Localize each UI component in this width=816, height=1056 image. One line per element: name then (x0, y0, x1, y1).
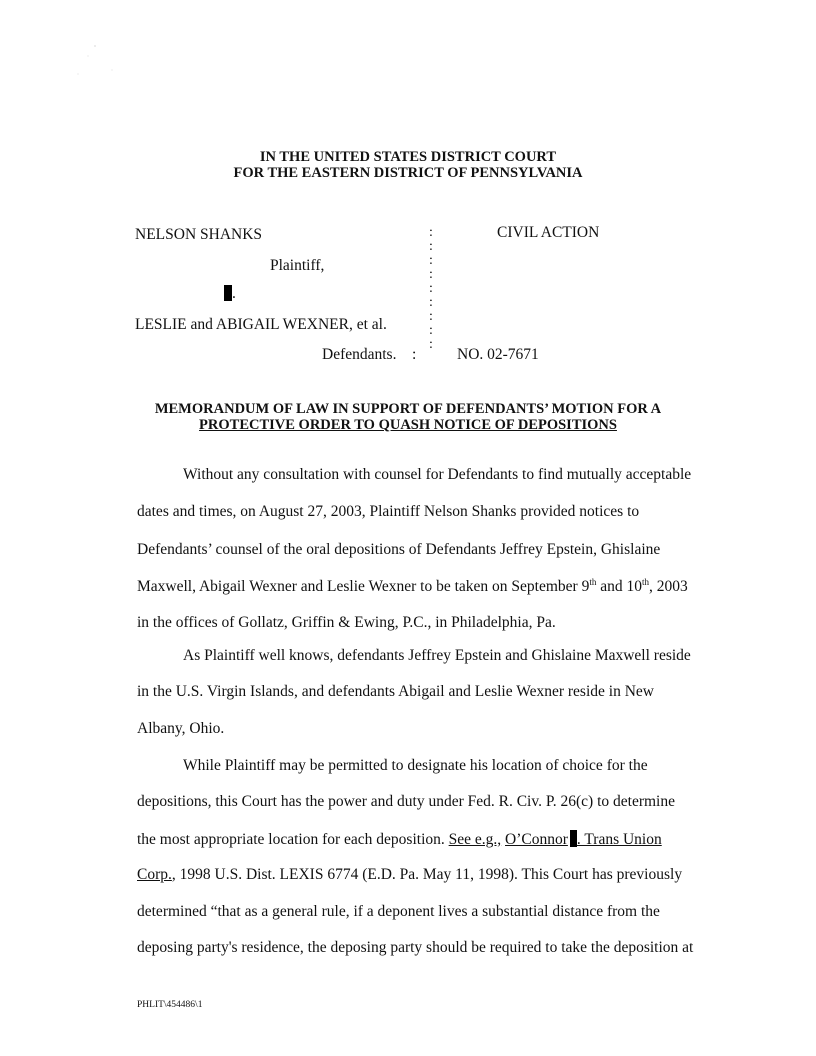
plaintiff-label: Plaintiff, (270, 257, 325, 274)
body-line (137, 577, 688, 596)
defendants-name: LESLIE and ABIGAIL WEXNER, et al. (135, 316, 387, 333)
defendants-label: Defendants. (322, 346, 397, 363)
court-heading-line-2: FOR THE EASTERN DISTRICT OF PENNSYLVANIA (233, 165, 583, 181)
case-citation: O’Connor (505, 831, 568, 848)
body-text: Maxwell, Abigail Wexner and Leslie Wexner to be taken on September 9 (137, 578, 590, 595)
case-citation: . Trans Union (576, 831, 662, 848)
body-line: depositions, this Court has the power and duty under Fed. R. Civ. P. 26(c) to determine (137, 793, 675, 810)
caption-colon: : (429, 295, 433, 310)
caption-colon: : (429, 323, 433, 338)
redaction-box (570, 830, 577, 847)
body-line: As Plaintiff well knows, defendants Jeffrey Epstein and Ghislaine Maxwell reside (183, 647, 691, 664)
body-line (137, 830, 662, 849)
body-line: Defendants’ counsel of the oral depositions of Defendants Jeffrey Epstein, Ghislaine (137, 541, 661, 558)
memo-title-line-2-text: PROTECTIVE ORDER TO QUASH NOTICE OF DEPOSITIONS (199, 417, 617, 433)
caption-colon: : (429, 253, 433, 268)
caption-colon: : (429, 309, 433, 324)
body-text: and 10 (596, 578, 642, 595)
body-text: , 2003 (649, 578, 688, 595)
action-type: CIVIL ACTION (497, 224, 600, 241)
body-line (137, 866, 682, 884)
body-line: Albany, Ohio. (137, 720, 225, 737)
case-number: NO. 02-7671 (457, 346, 539, 363)
memo-title-line-1: MEMORANDUM OF LAW IN SUPPORT OF DEFENDANTS’ MOTION FOR A (154, 401, 662, 417)
body-line: deposing party's residence, the deposing party should be required to take the deposition at (137, 939, 694, 956)
caption-colon: : (429, 239, 433, 254)
versus-line (224, 285, 236, 303)
body-line: Without any consultation with counsel for Defendants to find mutually acceptable (183, 466, 692, 483)
case-citation: Corp. (137, 866, 172, 883)
body-line: While Plaintiff may be permitted to designate his location of choice for the (183, 757, 648, 774)
caption-colon: : (429, 225, 433, 240)
caption-colon: : (429, 281, 433, 296)
ordinal-suffix: th (589, 577, 597, 587)
plaintiff-name: NELSON SHANKS (135, 226, 263, 243)
body-text: , 1998 U.S. Dist. LEXIS 6774 (E.D. Pa. May 11, 1998). This Court has previously (171, 866, 683, 883)
versus-tail: . (232, 285, 236, 302)
court-heading-line-1: IN THE UNITED STATES DISTRICT COURT (259, 149, 557, 165)
body-line: determined “that as a general rule, if a deponent lives a substantial distance from the (137, 903, 660, 920)
caption-colon: : (429, 337, 433, 352)
body-line: in the offices of Gollatz, Griffin & Ewing, P.C., in Philadelphia, Pa. (137, 614, 556, 631)
body-text: the most appropriate location for each deposition. (137, 831, 449, 848)
redaction-box (224, 285, 232, 301)
body-line: in the U.S. Virgin Islands, and defendants Abigail and Leslie Wexner reside in New (137, 683, 654, 700)
citation-signal: See e.g., (448, 831, 502, 848)
document-id: PHLIT\454486\1 (137, 1000, 203, 1010)
body-line: dates and times, on August 27, 2003, Plaintiff Nelson Shanks provided notices to (137, 503, 640, 520)
ordinal-suffix: th (642, 577, 650, 587)
scan-specks (60, 40, 120, 80)
memo-title-line-2 (0, 417, 816, 434)
defendants-colon: : (412, 346, 417, 363)
caption-colon: : (429, 267, 433, 282)
